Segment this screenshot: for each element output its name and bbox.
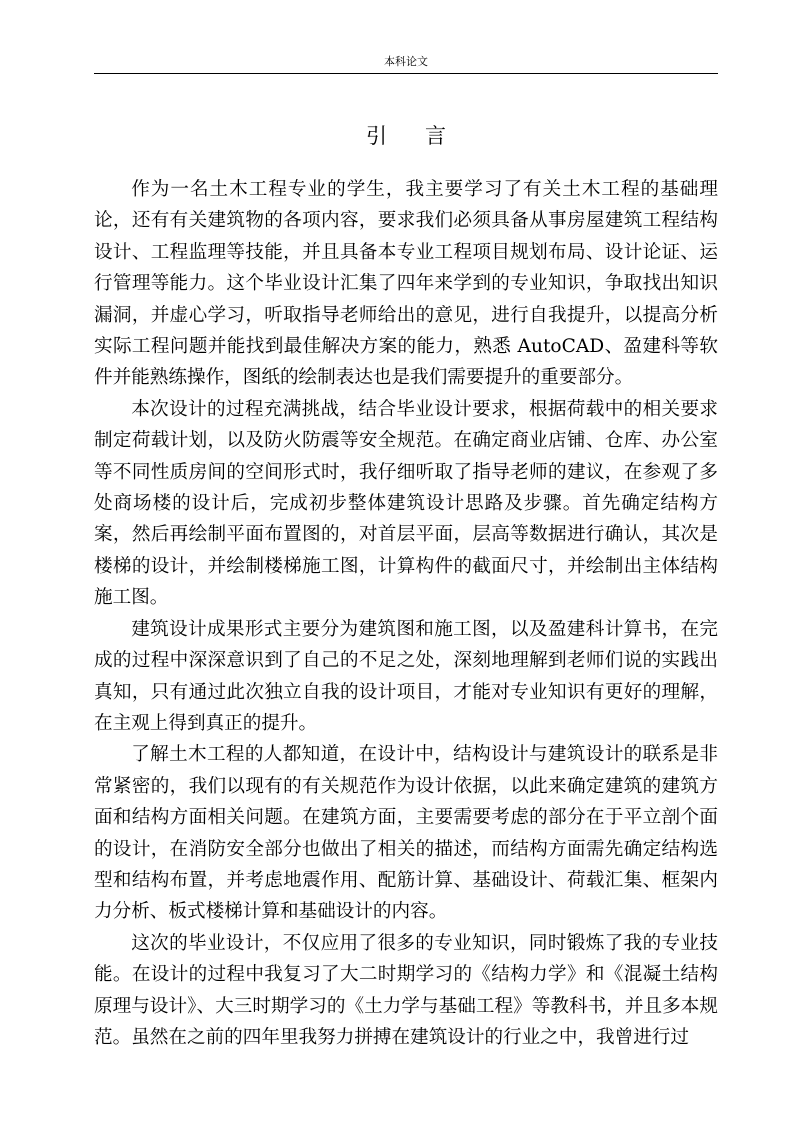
running-header: 本科论文 [384, 55, 428, 68]
section-title: 引言 [366, 124, 484, 148]
paragraph: 了解土木工程的人都知道，在设计中，结构设计与建筑设计的联系是非常紧密的，我们以现有的有关规范作为设计依据，以此来确定建筑的建筑方面和结构方面相关问题。在建筑方面，主要需要考虑的部分在于平立剖个面的设计，在消防安全部分也做出了相关的描述，而结构方面需先确定结构选型和结构布置，并考虑地震作用、配筋计算、基础设计、荷载汇集、框架内力分析、板式楼梯计算和基础设计的内容。 [94, 744, 718, 923]
paragraph: 这次的毕业设计，不仅应用了很多的专业知识，同时锻炼了我的专业技能。在设计的过程中我复习了大二时期学习的《结构力学》和《混凝土结构原理与设计》、大三时期学习的《土力学与基础工程》等教科书，并且多本规范。虽然在之前的四年里我努力拼搏在建筑设计的行业之中，我曾进行过 [94, 932, 718, 1048]
paragraph: 作为一名土木工程专业的学生，我主要学习了有关土木工程的基础理论，还有有关建筑物的各项内容，要求我们必须具备从事房屋建筑工程结构设计、工程监理等技能，并且具备本专业工程项目规划布局、设计论证、运行管理等能力。这个毕业设计汇集了四年来学到的专业知识，争取找出知识漏洞，并虚心学习，听取指导老师给出的意见，进行自我提升，以提高分析实际工程问题并能找到最佳解决方案的能力，熟悉 AutoCAD、盈建科等软件并能熟练操作，图纸的绘制表达也是我们需要提升的重要部分。 [94, 179, 718, 389]
body-text [94, 174, 718, 1053]
header-rule [94, 73, 718, 74]
paragraph: 建筑设计成果形式主要分为建筑图和施工图，以及盈建科计算书，在完成的过程中深深意识到了自己的不足之处，深刻地理解到老师们说的实践出真知，只有通过此次独立自我的设计项目，才能对专业知识有更好的理解，在主观上得到真正的提升。 [94, 618, 718, 734]
paragraph: 本次设计的过程充满挑战，结合毕业设计要求，根据荷载中的相关要求制定荷载计划，以及防火防震等安全规范。在确定商业店铺、仓库、办公室等不同性质房间的空间形式时，我仔细听取了指导老师的建议，在参观了多处商场楼的设计后，完成初步整体建筑设计思路及步骤。首先确定结构方案，然后再绘制平面布置图的，对首层平面，层高等数据进行确认，其次是楼梯的设计，并绘制楼梯施工图，计算构件的截面尺寸，并绘制出主体结构施工图。 [94, 398, 718, 609]
